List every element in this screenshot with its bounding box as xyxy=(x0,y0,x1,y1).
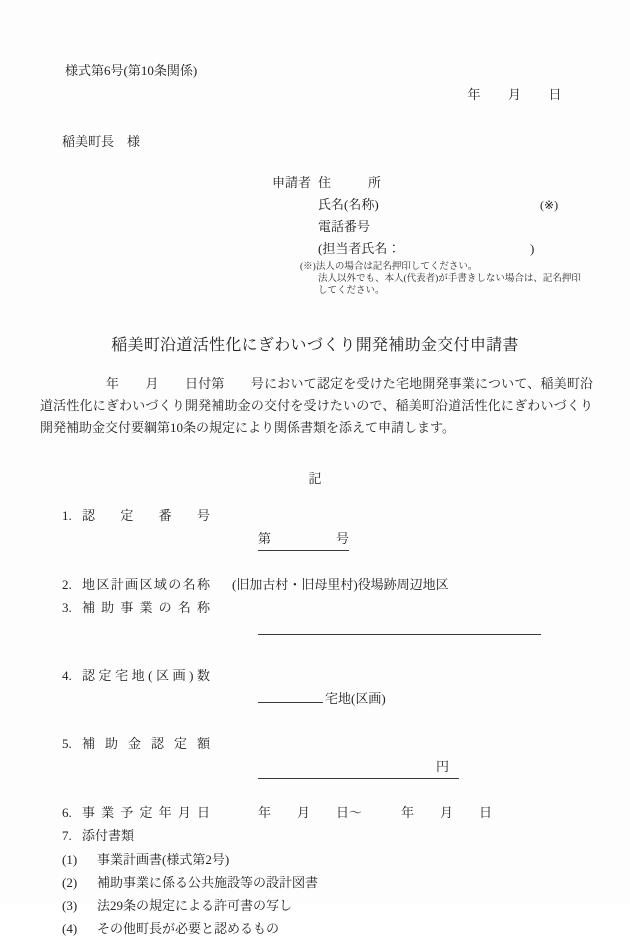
item-number: 6. xyxy=(62,805,72,821)
list-item-project-name xyxy=(0,597,630,665)
attachment-number: (4) xyxy=(62,920,78,936)
item-value: (旧加古村・旧母里村)役場跡周辺地区 xyxy=(232,577,449,593)
item-label: 補助金認定額 xyxy=(82,736,210,752)
phone-label: 電話番号 xyxy=(318,219,371,234)
attachment-item-3 xyxy=(0,894,630,917)
attachment-text: 事業計画書(様式第2号) xyxy=(97,851,230,867)
item-label: 認定宅地(区画)数 xyxy=(82,667,210,683)
item-label: 添付書類 xyxy=(82,827,135,843)
item-list xyxy=(0,505,630,940)
stamp-note xyxy=(300,261,581,297)
item-label: 認定番号 xyxy=(82,508,210,523)
item-value xyxy=(232,505,349,574)
item-number: 5. xyxy=(62,736,72,752)
note-line-3: してください。 xyxy=(318,286,385,296)
applicant-phone-row xyxy=(318,216,558,238)
lot-count-field xyxy=(258,689,323,703)
project-name-field xyxy=(258,621,541,635)
form-number-label: 様式第6号(第10条関係) xyxy=(65,63,198,78)
attachment-text: 法29条の規定による許可書の写し xyxy=(97,897,293,913)
applicant-contact-row xyxy=(318,238,558,260)
applicant-label: 申請者 xyxy=(272,175,312,190)
attachment-number: (2) xyxy=(62,874,78,890)
note-line-1: (※)法人の場合は記名押印してください。 xyxy=(300,262,478,272)
applicant-name-row xyxy=(318,194,558,216)
document-title: 稲美町沿道活性化にぎわいづくり開発補助金交付申請書 xyxy=(111,337,519,354)
name-stamp-mark: (※) xyxy=(540,198,559,212)
attachment-number: (1) xyxy=(62,851,78,867)
date-line: 年 月 日 xyxy=(467,87,562,102)
note-line-2: 法人以外でも、本人(代表者)が手書きしない場合は、記名押印 xyxy=(318,274,581,284)
item-label: 地区計画区域の名称 xyxy=(82,577,210,593)
attachment-item-2 xyxy=(0,871,630,894)
subsidy-amount-field: 円 xyxy=(258,756,459,780)
applicant-fields xyxy=(318,172,558,260)
item-label: 補助事業の名称 xyxy=(82,599,210,615)
attachment-item-4 xyxy=(0,917,630,940)
item-number: 7. xyxy=(62,827,72,843)
item-number: 3. xyxy=(62,599,72,615)
applicant-block xyxy=(272,172,558,260)
addressee-line: 稲美町長 様 xyxy=(62,134,141,149)
body-paragraph: 年 月 日付第 号において認定を受けた宅地開発事業について、稲美町沿道活性化にぎわいづくり開発補助金の交付を受けたいので、稲美町沿道活性化にぎわいづくり開発補助金交付要綱第10条の規定により関係書類を添えて申請します。 xyxy=(40,376,593,435)
contact-close-paren: ) xyxy=(530,241,535,256)
list-item-lot-count xyxy=(0,665,630,733)
attachment-number: (3) xyxy=(62,897,78,913)
list-item-district-name xyxy=(0,574,630,597)
item-number: 2. xyxy=(62,577,72,593)
item-label: 事業予定年月日 xyxy=(82,805,210,821)
item-value xyxy=(232,597,541,665)
contact-label: (担当者氏名： xyxy=(318,241,401,256)
list-item-certification-number xyxy=(0,505,630,574)
attachment-text: 補助事業に係る公共施設等の設計図書 xyxy=(97,874,319,890)
attachment-text: その他町長が必要と認めるもの xyxy=(97,920,280,936)
list-item-project-dates xyxy=(0,802,630,825)
name-label: 氏名(名称) xyxy=(318,197,379,212)
attachment-item-1 xyxy=(0,848,630,871)
item-value xyxy=(232,733,459,802)
note-mark: (※) xyxy=(300,262,316,272)
certification-number-field: 第 号 xyxy=(258,528,349,552)
item-number: 4. xyxy=(62,667,72,683)
address-label: 住所 xyxy=(318,175,382,190)
item-value: 年 月 日～ 年 月 日 xyxy=(232,805,493,821)
list-item-subsidy-amount xyxy=(0,733,630,802)
item-value: 宅地(区画) xyxy=(232,665,386,733)
record-heading: 記 xyxy=(308,471,322,486)
item-number: 1. xyxy=(62,508,72,523)
list-item-attachments-heading xyxy=(0,825,630,848)
applicant-address-row xyxy=(318,172,558,194)
